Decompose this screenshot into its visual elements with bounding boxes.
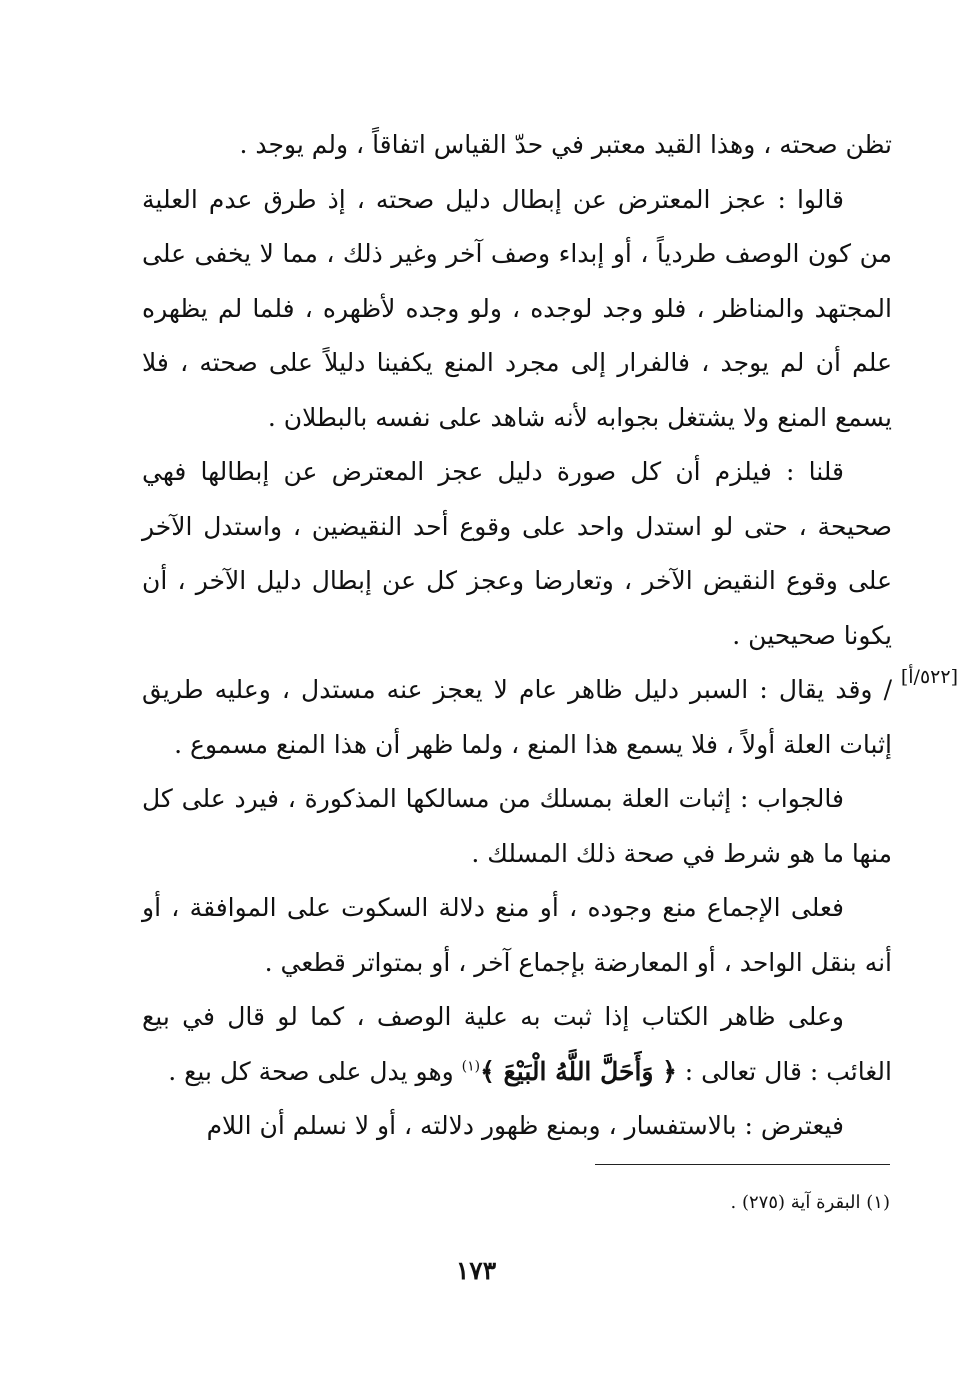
paragraph-verse <box>142 990 892 1099</box>
footnote: (١) البقرة آية (٢٧٥) . <box>730 1192 890 1213</box>
paragraph-continuation: تظن صحته ، وهذا القيد معتبر في حدّ القياس اتفاقاً ، ولم يوجد . <box>239 130 892 159</box>
paragraph-ijma: فعلى الإجماع منع وجوده ، أو منع دلالة السكوت على الموافقة ، أو أنه بنقل الواحد ، أو المعارضة بإجماع آخر ، أو بمتواتر قطعي . <box>142 893 892 977</box>
paragraph-sabr: / وقد يقال : السبر دليل ظاهر عام لا يعجز عنه مستدل ، وعليه طريق إثبات العلة أولاً ، فلا يسمع هذا المنع ، ولما ظهر أن هذا المنع مسموع . <box>142 675 892 759</box>
paragraph-objection: قالوا : عجز المعترض عن إبطال دليل صحته ، إذ طرق عدم العلية من كون الوصف طردياً ، أو إبداء وصف آخر وغير ذلك ، مما لا يخفى على المجتهد والمناظر ، فلو وجد لوجده ، ولو وجده لأظهره ، فلما لم يظهره علم أن لم يوجد ، فالفرار إلى مجرد المنع يكفينا دليلاً على صحته ، فلا يسمع المنع ولا يشتغل بجوابه لأنه شاهد على نفسه بالبطلان . <box>142 184 892 432</box>
main-text <box>142 118 892 1154</box>
paragraph-istifsar: فيعترض : بالاستفسار ، وبمنع ظهور دلالته ، أو لا نسلم أن اللام <box>206 1111 844 1140</box>
paragraph-reply: قلنا : فيلزم أن كل صورة دليل عجز المعترض عن إبطالها فهي صحيحة ، حتى لو استدل واحد على وقوع أحد النقيضين ، واستدل الآخر على وقوع النقيض الآخر ، وتعارضا وعجز كل عن إبطال دليل الآخر ، أن يكونا صحيحين . <box>142 457 892 650</box>
paragraph-answer: فالجواب : إثبات العلة بمسلك من مسالكها المذكورة ، فيرد على كل منها ما هو شرط في صحة ذلك المسلك . <box>142 784 892 868</box>
verse-lead-text: وعلى ظاهر الكتاب إذا ثبت به علية الوصف ، كما لو قال في بيع الغائب : قال تعالى : <box>142 1002 892 1086</box>
manuscript-folio-note: [٥٢٢/أ] <box>900 666 958 688</box>
page-number: ١٧٣ <box>455 1256 497 1285</box>
verse-trail-text: وهو يدل على صحة كل بيع . <box>168 1056 462 1086</box>
quran-verse: ﴿ وَأَحَلَّ اللَّهُ الْبَيْعَ ﴾ <box>480 1056 677 1086</box>
footnote-divider <box>595 1164 890 1165</box>
footnote-marker: (١) <box>461 1058 481 1075</box>
